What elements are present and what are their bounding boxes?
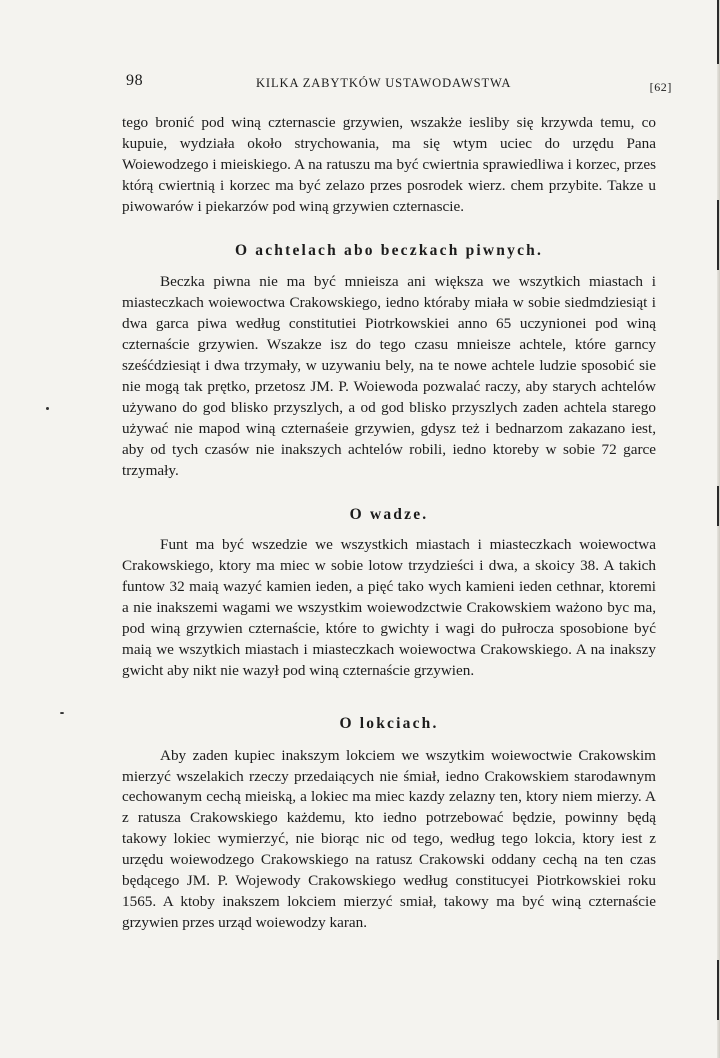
page-edge-mark — [717, 200, 719, 270]
section-heading-lokciach: O lokciach. — [339, 714, 439, 732]
folio-number: [62] — [649, 80, 672, 94]
section-paragraph-wadze: Funt ma być wszedzie we wszystkich miastach i miasteczkach woiewoctwa Crakowskiego, ktory ma miec w sobie lotow trzydzieści i dwa, a skoicy 38. A takich funtow 32 maią wazyć kamien ieden, a pięć tako wych kamieni ieden cethnar, ktoremi a nie inakszemi wagami we wszystkim woiewodzctwie Crakowskiem ważono byc ma, pod winą grzywien czternaście, które to gwichty i wagi do pułrocza sposobione być maią we wszytkich miastach i miasteczkach woiewoctwa Crakowskiego. A na inakszy gwicht aby nikt nie wazył pod winą czternaście grzywien. — [122, 536, 656, 679]
running-head — [126, 72, 672, 96]
section-heading-wadze: O wadze. — [349, 505, 429, 523]
margin-speck — [60, 712, 64, 714]
section-paragraph-achtele: Beczka piwna nie ma być mnieisza ani większa we wszytkich miastach i miasteczkach woiewoctwa Crakowskiego, iedno któraby miała w sobie siedmdziesiąt i dwa garca piwa według constitutiei Piotrkowskiei anno 65 uczynionei pod winą czternaście grzywien. Wszakze isz do tego czasu mnieisze achtele, które garncy sześćdziesiąt i dwa trzymały, w uzywaniu bely, na te nowe achtele ludzie sposobić sie nie mogą tak prętko, przetosz JM. P. Woiewoda pozwalać raczy, aby starych achtelów używano do god blisko przyszlych, a od god blisko przyszlych zaden achtela starego używać nie mapod winą czternaśeie grzywien, gdysz też i bednarzom zakazano iest, aby od tych czasów nie inakszych achtelów robili, iedno ktoreby w sobie 72 garce trzymały. — [122, 273, 656, 479]
page-edge-mark — [717, 960, 719, 1020]
page-edge-mark — [717, 486, 719, 526]
margin-speck — [46, 407, 49, 410]
running-title: KILKA ZABYTKÓW USTAWODAWSTWA — [256, 76, 512, 90]
page-number: 98 — [126, 72, 144, 89]
page-edge-mark — [717, 0, 719, 64]
section-paragraph-lokciach: Aby zaden kupiec inakszym lokciem we wszytkim woiewoctwie Crakowskim mierzyć wszelakich rzeczy przedaiących nie śmiał, iedno Crakowskiem starodawnym cechowanym cechą mieiską, a lokiec ma miec kazdy zelazny ten, ktory niem mierzy. A z ratusza Crakowskiego każdemu, kto iedno potrzebować będzie, powinny będą takowy lokiec wymierzyć, nie biorąc nic od tego, według tego lokcia, ktory iest z urzędu woiewodzego Crakowskiego na ratusz Crakowski oddany cechą na ten czas będącego JM. P. Wojewody Crakowskiego według constitucyei Piotrkowskiei roku 1565. A ktoby inakszem lokciem mierzyć smiał, takowy ma być winą czternaście grzywien przes urząd woiewodzy karan. — [122, 746, 656, 931]
body-text — [122, 113, 656, 934]
intro-paragraph: tego bronić pod winą czternascie grzywien, wszakże iesliby się krzywda temu, co kupuie, wydziała około strychowania, ma się wtym uciec do urzędu Pana Woiewodzego i mieiskiego. A na ratuszu ma być cwiertnia sprawiedliwa i korzec, przes którą cwiertnią i korzec ma być zelazo przes posrodek wierz. chem przybite. Takze u piwowarów i piekarzów pod winą grzywien czternascie. — [122, 114, 656, 215]
section-heading-achtele: O achtelach abo beczkach piwnych. — [234, 241, 544, 259]
